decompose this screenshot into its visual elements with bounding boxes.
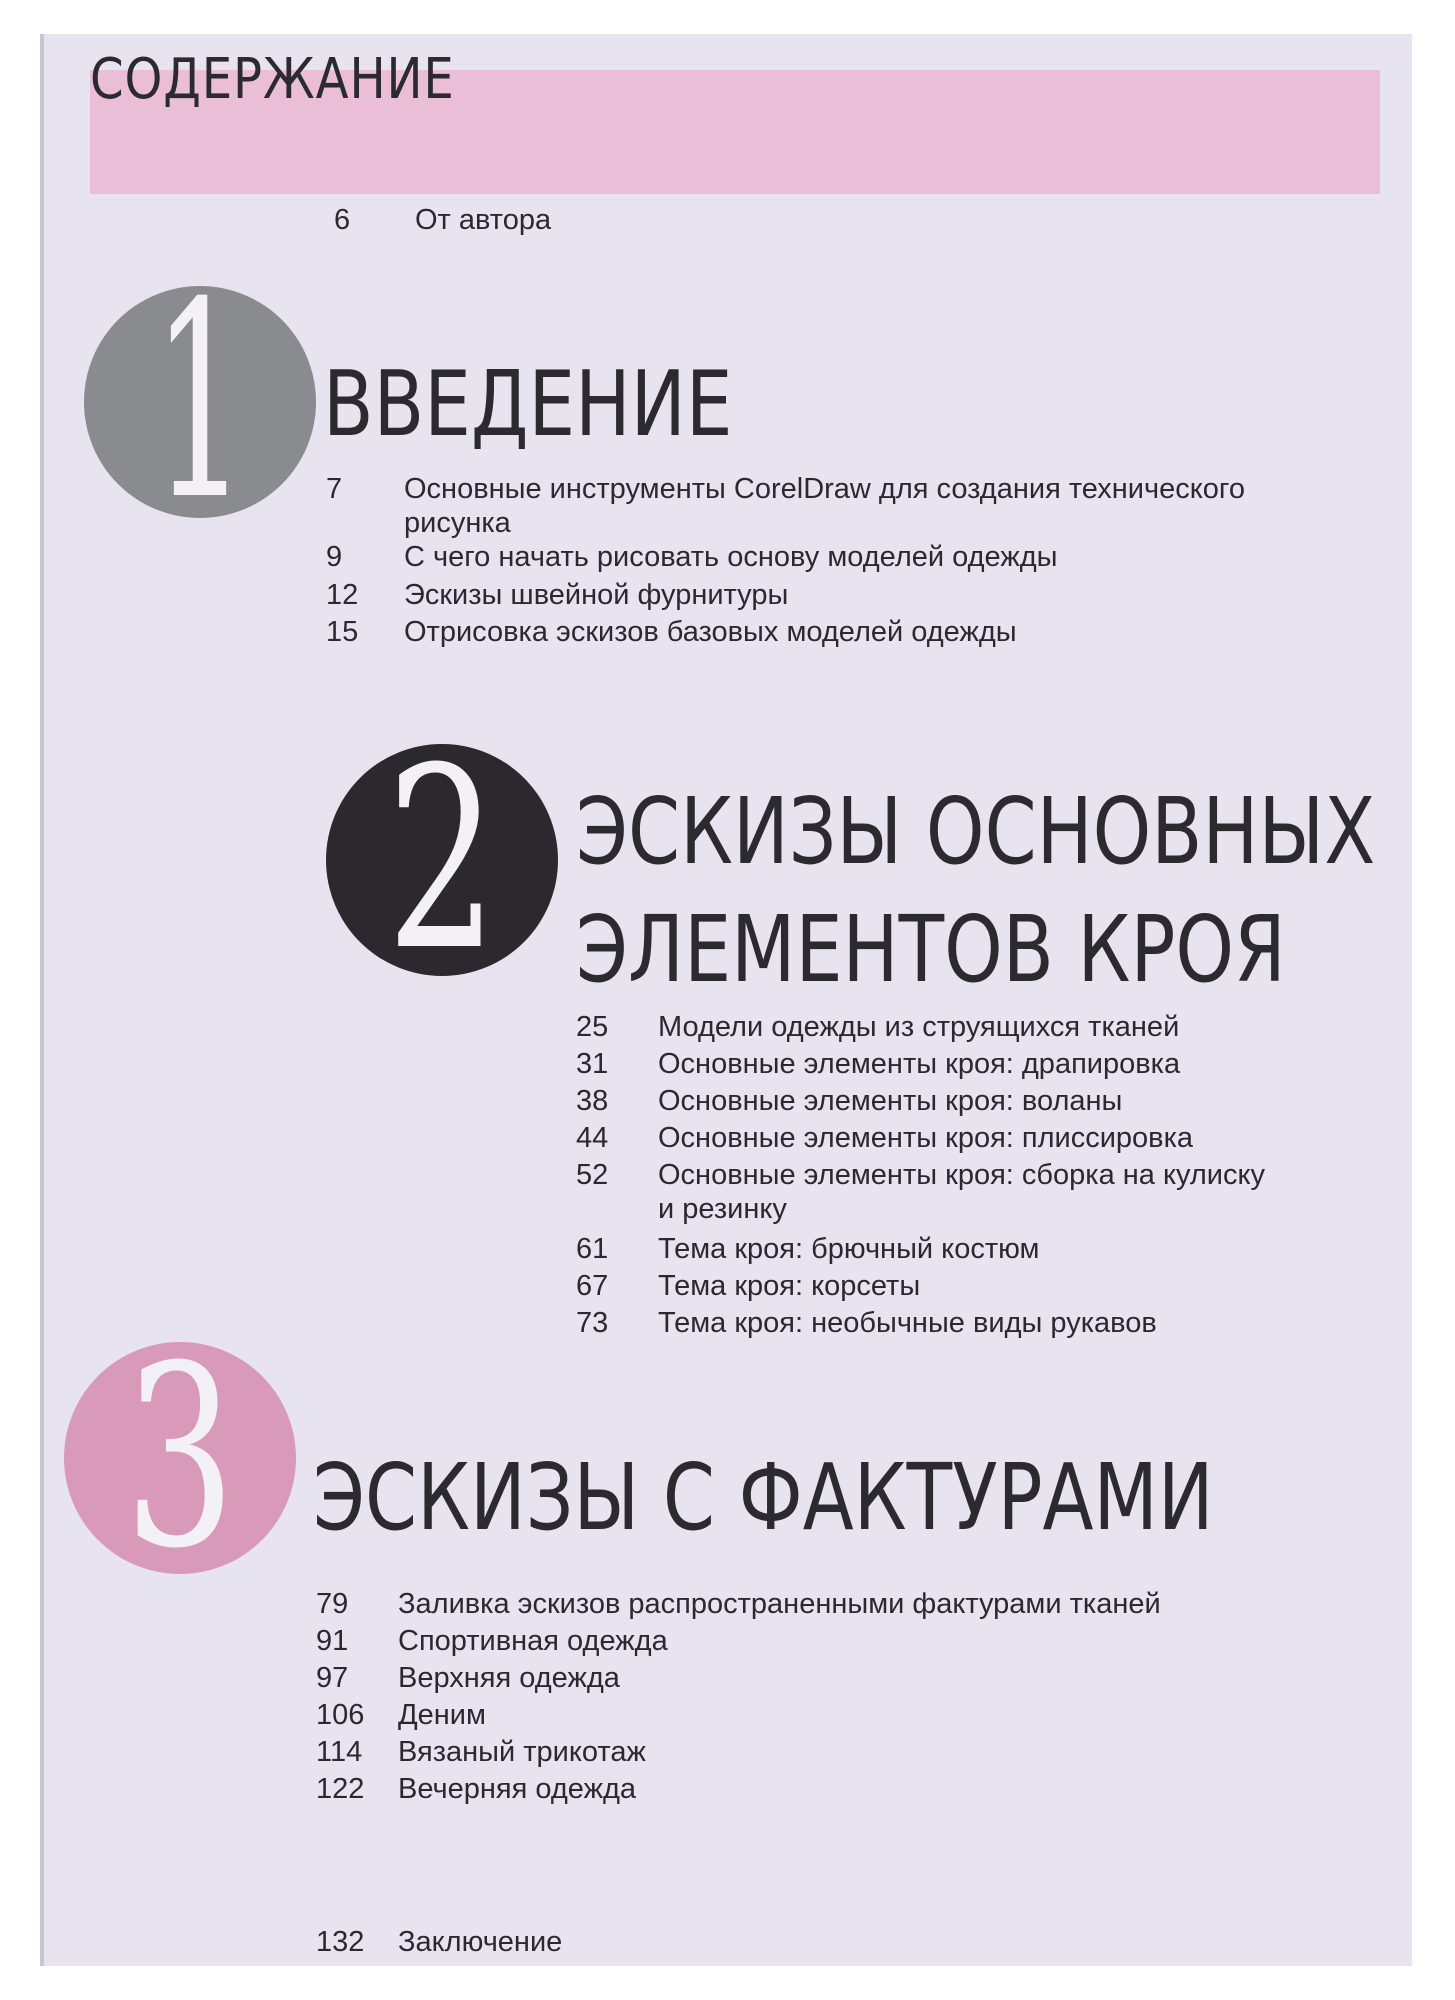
chapter-2-number: 2 bbox=[386, 744, 498, 976]
entry-text: Заливка эскизов распространенными фактурами тканей bbox=[398, 1588, 1161, 1620]
chapter-1-title: ВВЕДЕНИЕ bbox=[323, 352, 733, 457]
entry-page: 52 bbox=[576, 1159, 609, 1191]
entry-text: Спортивная одежда bbox=[398, 1625, 668, 1657]
entry-page: 79 bbox=[316, 1588, 349, 1620]
entry-text-continued: рисунка bbox=[404, 507, 511, 539]
entry-page: 6 bbox=[334, 204, 351, 236]
entry-text: Вечерняя одежда bbox=[398, 1773, 637, 1805]
chapter-3-number: 3 bbox=[124, 1342, 236, 1574]
chapter-1-number: 1 bbox=[152, 286, 248, 518]
entry-page: 73 bbox=[576, 1307, 609, 1339]
entry-page: 61 bbox=[576, 1233, 609, 1265]
entry-text: Основные элементы кроя: драпировка bbox=[658, 1048, 1181, 1080]
entry-text: Эскизы швейной фурнитуры bbox=[404, 579, 789, 611]
entry-page: 91 bbox=[316, 1625, 349, 1657]
page-edge-shadow bbox=[40, 34, 44, 1966]
entry-text: Отрисовка эскизов базовых моделей одежды bbox=[404, 616, 1017, 648]
entry-text: Основные инструменты CorelDraw для создания технического bbox=[404, 473, 1245, 505]
entry-text-continued: и резинку bbox=[658, 1193, 787, 1225]
chapter-2-circle bbox=[326, 744, 558, 976]
chapter-2-title-line-2: ЭЛЕМЕНТОВ КРОЯ bbox=[576, 896, 1286, 1003]
entry-page: 9 bbox=[326, 541, 343, 573]
chapter-3-circle bbox=[64, 1342, 296, 1574]
entry-page: 12 bbox=[326, 579, 359, 611]
chapter-3-title: ЭСКИЗЫ С ФАКТУРАМИ bbox=[313, 1444, 1214, 1551]
chapter-2-title-line-1: ЭСКИЗЫ ОСНОВНЫХ bbox=[576, 778, 1376, 885]
entry-page: 114 bbox=[316, 1736, 363, 1768]
entry-text: Деним bbox=[398, 1699, 486, 1731]
entry-text: Заключение bbox=[398, 1926, 563, 1958]
toc-title: СОДЕРЖАНИЕ bbox=[90, 47, 455, 112]
entry-page: 38 bbox=[576, 1085, 609, 1117]
entry-text: Основные элементы кроя: сборка на кулиску bbox=[658, 1159, 1265, 1191]
page-sheet bbox=[40, 34, 1412, 1966]
entry-page: 106 bbox=[316, 1699, 365, 1731]
entry-text: Основные элементы кроя: плиссировка bbox=[658, 1122, 1194, 1154]
entry-text: Тема кроя: корсеты bbox=[658, 1270, 921, 1302]
entry-page: 132 bbox=[316, 1926, 365, 1958]
entry-page: 97 bbox=[316, 1662, 349, 1694]
entry-text: Вязаный трикотаж bbox=[398, 1736, 646, 1768]
entry-page: 122 bbox=[316, 1773, 365, 1805]
entry-page: 44 bbox=[576, 1122, 609, 1154]
entry-page: 25 bbox=[576, 1011, 609, 1043]
entry-page: 31 bbox=[576, 1048, 609, 1080]
entry-text: Модели одежды из струящихся тканей bbox=[658, 1011, 1180, 1043]
entry-page: 15 bbox=[326, 616, 359, 648]
entry-text: С чего начать рисовать основу моделей одежды bbox=[404, 541, 1058, 573]
entry-text: Основные элементы кроя: воланы bbox=[658, 1085, 1123, 1117]
entry-text: Тема кроя: брючный костюм bbox=[658, 1233, 1040, 1265]
entry-text: От автора bbox=[415, 204, 552, 236]
entry-page: 7 bbox=[326, 473, 343, 505]
chapter-1-circle bbox=[84, 286, 316, 518]
entry-text: Тема кроя: необычные виды рукавов bbox=[658, 1307, 1157, 1339]
entry-page: 67 bbox=[576, 1270, 609, 1302]
entry-text: Верхняя одежда bbox=[398, 1662, 620, 1694]
